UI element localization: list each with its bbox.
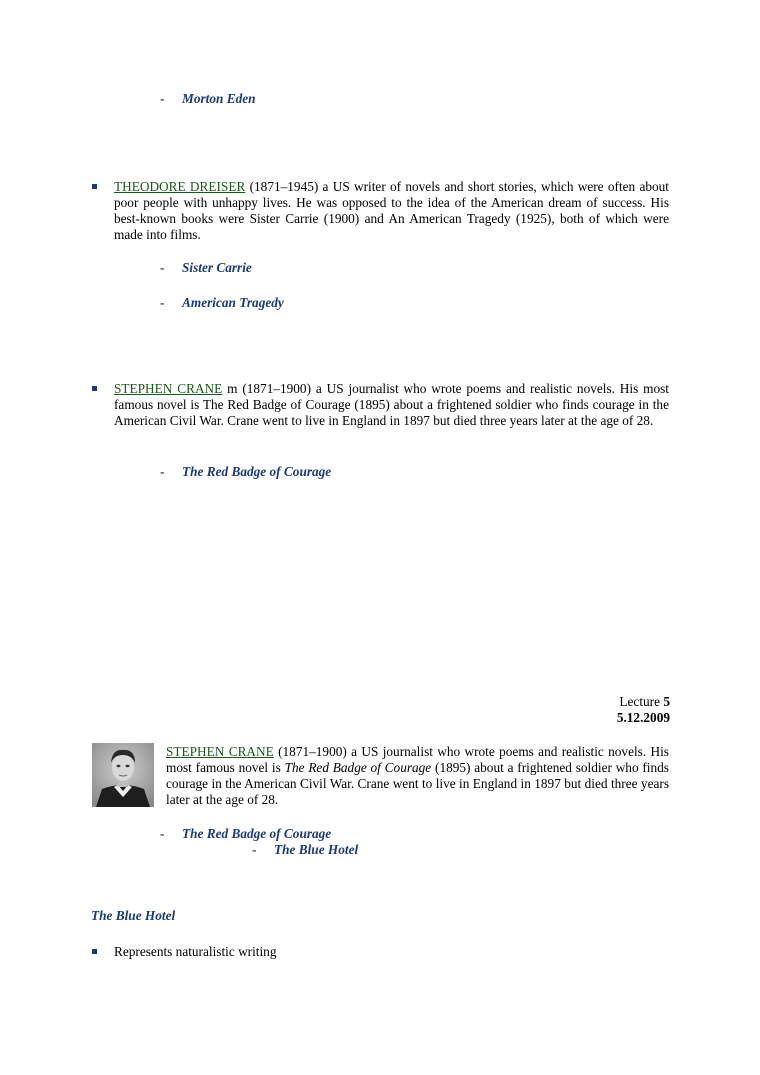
dash: - — [160, 826, 165, 841]
dash: - — [160, 91, 165, 106]
list-item — [160, 464, 331, 480]
work-title: Morton Eden — [182, 91, 256, 106]
author-paragraph-dreiser — [114, 179, 669, 243]
author-description: (1871–1900) a US journalist who wrote poems and realistic novels. His most famous novel is — [166, 744, 669, 775]
author-link-crane[interactable]: STEPHEN CRANE — [114, 381, 223, 396]
dash: - — [160, 260, 165, 275]
author-paragraph-crane-lecture — [166, 744, 669, 808]
dash: - — [252, 842, 257, 857]
bullet-icon — [92, 949, 97, 954]
work-title: Sister Carrie — [182, 260, 252, 275]
work-title: American Tragedy — [182, 295, 284, 310]
list-item — [160, 260, 252, 276]
list-item — [160, 826, 331, 842]
work-title: The Red Badge of Courage — [182, 826, 332, 841]
lecture-label: Lecture — [619, 694, 664, 709]
lecture-date: 5.12.2009 — [616, 710, 670, 725]
italic-title: The Red Badge of Courage — [284, 760, 432, 775]
bullet-icon — [92, 184, 97, 189]
dash: - — [160, 295, 165, 310]
author-description: (1871–1945) a US writer of novels and short stories, which were often about poor people with unhappy lives. He was opposed to the idea of the American dream of success. His best-known books were Sister Carrie (1900) and An American Tragedy (1925), both of which were made into films. — [114, 179, 669, 242]
work-title: The Red Badge of Courage — [182, 464, 332, 479]
lecture-number: 5 — [663, 694, 670, 709]
author-description-cont: (1895) about a frightened soldier who finds courage in the American Civil War. Crane went to live in England in 1897 but died three years later at the age of 28. — [166, 760, 669, 807]
author-link-dreiser[interactable]: THEODORE DREISER — [114, 179, 246, 194]
bullet-icon — [92, 386, 97, 391]
list-item — [160, 91, 256, 107]
list-item — [160, 295, 284, 311]
section-bullet-text: Represents naturalistic writing — [114, 944, 277, 959]
section-heading: The Blue Hotel — [91, 908, 176, 923]
author-description: m (1871–1900) a US journalist who wrote poems and realistic novels. His most famous novel is The Red Badge of Courage (1895) about a frightened soldier who finds courage in the American Civil War. Crane went to live in England in 1897 but died three years later at the age of 28. — [114, 381, 669, 428]
author-paragraph-crane — [114, 381, 669, 429]
author-photo — [92, 743, 154, 807]
lecture-header — [617, 694, 670, 726]
author-link-crane-lecture[interactable]: STEPHEN CRANE — [166, 744, 274, 759]
work-title: The Blue Hotel — [274, 842, 359, 857]
dash: - — [160, 464, 165, 479]
list-item — [252, 842, 358, 858]
